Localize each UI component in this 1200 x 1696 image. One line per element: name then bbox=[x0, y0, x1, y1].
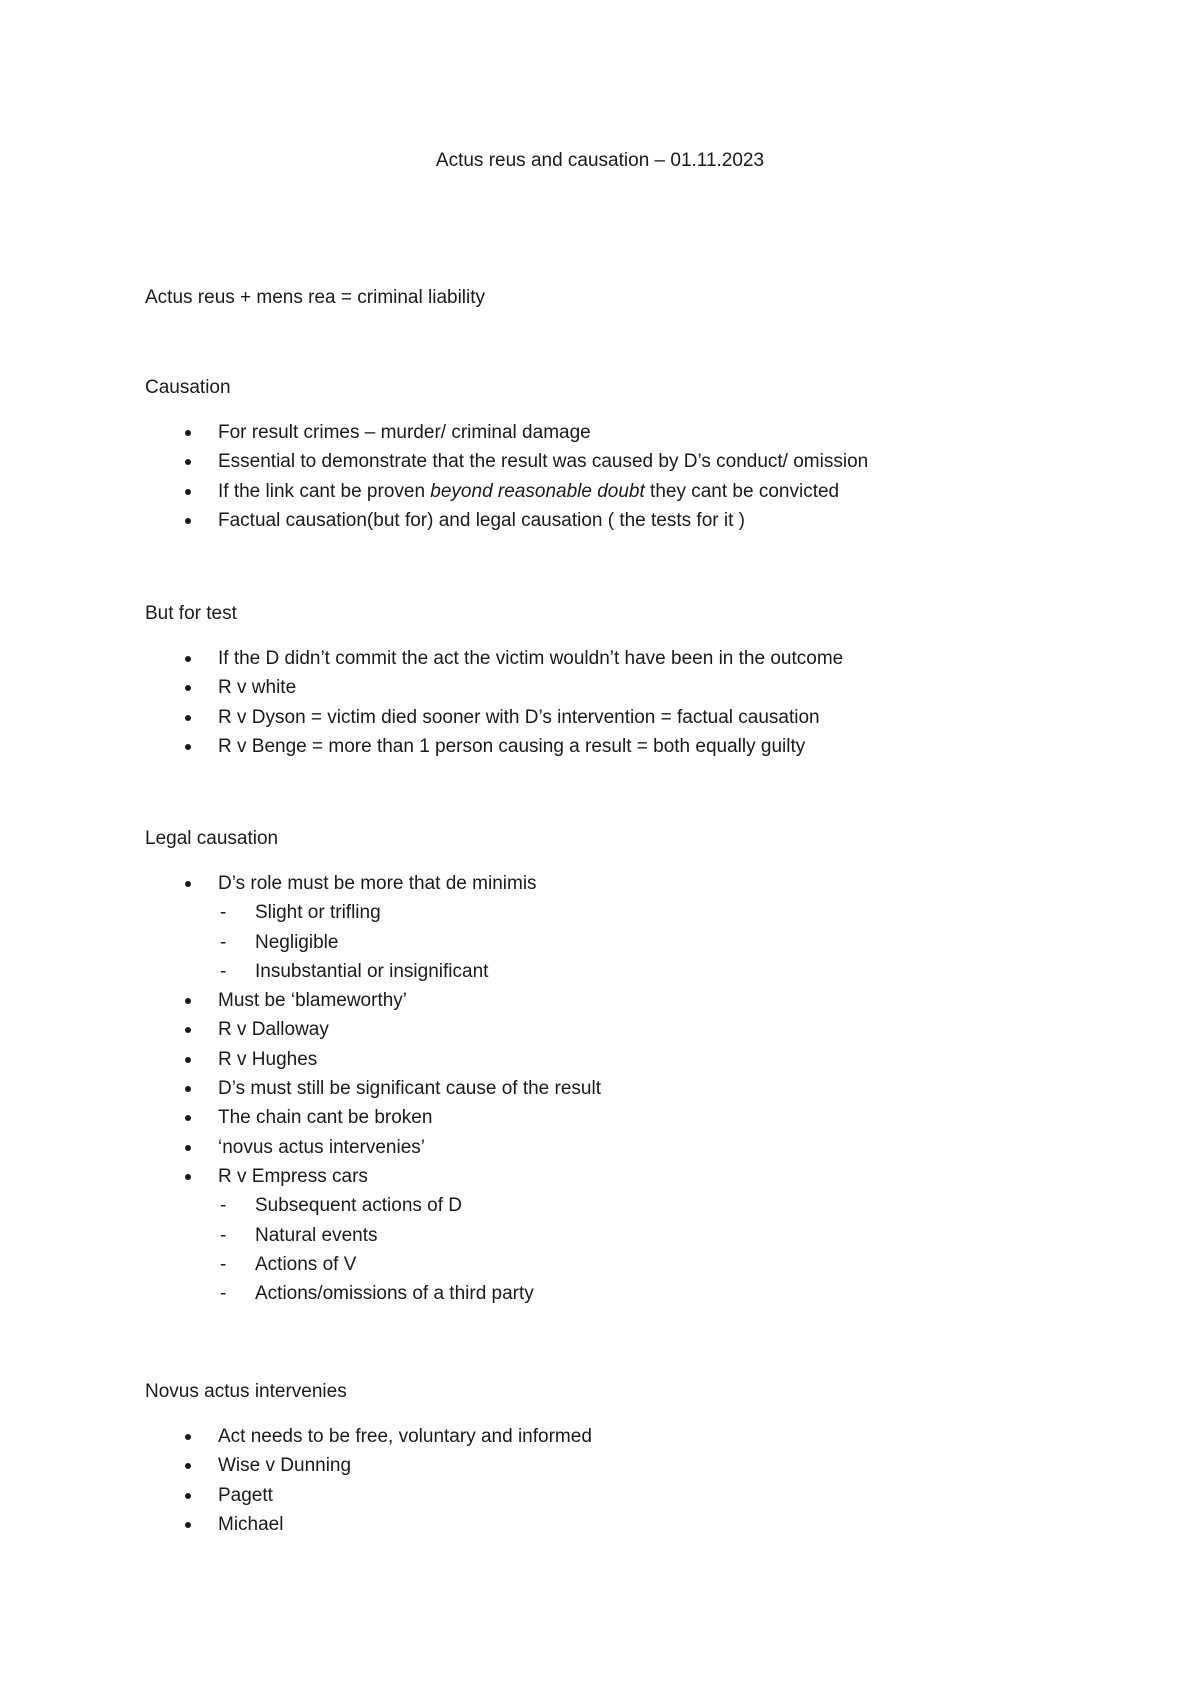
sub-list-item: - Slight or trifling bbox=[145, 901, 1105, 930]
bullet-list bbox=[145, 1425, 1105, 1542]
list-item: R v Dyson = victim died sooner with D’s intervention = factual causation bbox=[145, 706, 1105, 735]
list-item: R v Hughes bbox=[145, 1048, 1105, 1077]
page-title: Actus reus and causation – 01.11.2023 bbox=[435, 150, 765, 171]
list-item bbox=[145, 480, 1105, 509]
list-item: The chain cant be broken bbox=[145, 1106, 1105, 1135]
sub-list-item: - Actions of V bbox=[145, 1253, 1105, 1282]
section-legal-causation bbox=[145, 827, 1105, 1311]
sub-list-item: - Natural events bbox=[145, 1224, 1105, 1253]
text-run: If the link cant be proven bbox=[218, 480, 431, 502]
italic-text: beyond reasonable doubt bbox=[430, 480, 645, 502]
list-item: ‘novus actus intervenies’ bbox=[145, 1136, 1105, 1165]
bullet-list bbox=[145, 421, 1105, 538]
list-item: Factual causation(but for) and legal causation ( the tests for it ) bbox=[145, 509, 1105, 538]
sub-list-item: - Subsequent actions of D bbox=[145, 1194, 1105, 1223]
section-heading: Novus actus intervenies bbox=[145, 1381, 347, 1402]
sub-list-item: - Insubstantial or insignificant bbox=[145, 960, 1105, 989]
list-item: Wise v Dunning bbox=[145, 1454, 1105, 1483]
text-run: they cant be convicted bbox=[644, 480, 840, 502]
list-item: Pagett bbox=[145, 1484, 1105, 1513]
list-item: Act needs to be free, voluntary and informed bbox=[145, 1425, 1105, 1454]
section-heading: But for test bbox=[145, 603, 237, 624]
sub-list-item: - Actions/omissions of a third party bbox=[145, 1282, 1105, 1311]
bullet-list bbox=[145, 647, 1105, 764]
section-causation bbox=[145, 376, 1105, 538]
list-item: D’s must still be significant cause of the result bbox=[145, 1077, 1105, 1106]
sub-list-item: - Negligible bbox=[145, 931, 1105, 960]
list-item: D’s role must be more that de minimis bbox=[145, 872, 1105, 901]
list-item: R v white bbox=[145, 676, 1105, 705]
section-but-for-test bbox=[145, 602, 1105, 764]
section-heading: Causation bbox=[145, 377, 231, 398]
section-heading: Legal causation bbox=[145, 828, 279, 849]
bullet-list bbox=[145, 872, 1105, 1311]
list-item: Michael bbox=[145, 1513, 1105, 1542]
list-item: If the D didn’t commit the act the victim wouldn’t have been in the outcome bbox=[145, 647, 1105, 676]
section-novus-actus bbox=[145, 1380, 1105, 1542]
list-item: R v Benge = more than 1 person causing a result = both equally guilty bbox=[145, 735, 1105, 764]
list-item: Essential to demonstrate that the result was caused by D’s conduct/ omission bbox=[145, 450, 1105, 479]
liability-equation: Actus reus + mens rea = criminal liability bbox=[145, 287, 486, 308]
list-item: Must be ‘blameworthy’ bbox=[145, 989, 1105, 1018]
list-item: R v Dalloway bbox=[145, 1018, 1105, 1047]
list-item: R v Empress cars bbox=[145, 1165, 1105, 1194]
list-item: For result crimes – murder/ criminal damage bbox=[145, 421, 1105, 450]
